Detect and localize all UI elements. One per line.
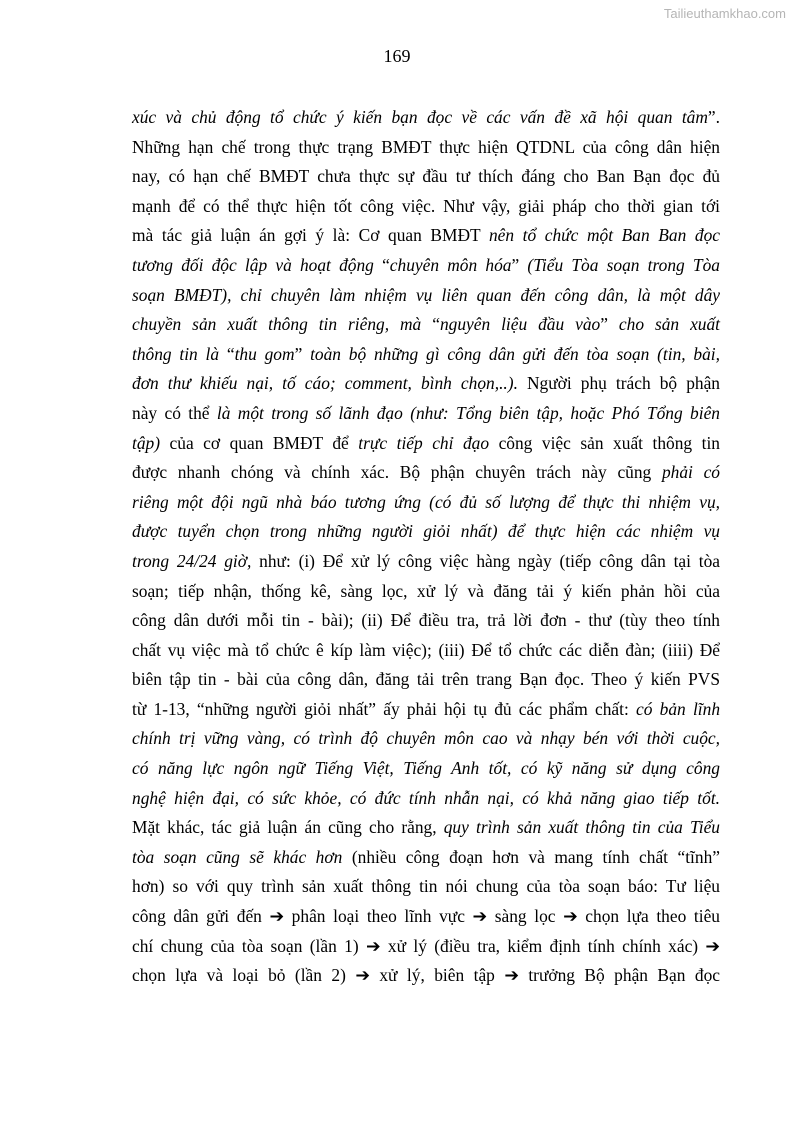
text-run: như: (i) Để xử lý công việc hàng ngày (tiếp công dân tại tòa bbox=[259, 550, 720, 571]
italic-text-run: soạn BMĐT), chỉ chuyên làm nhiệm vụ liên quan đến công dân, là một dây bbox=[132, 284, 720, 305]
text-run: (nhiều công đoạn hơn và mang tính chất “tĩnh” bbox=[351, 846, 720, 867]
text-line bbox=[132, 103, 720, 133]
text-run: công việc sản xuất thông tin bbox=[498, 432, 720, 453]
text-run: được nhanh chóng và chính xác. Bộ phận chuyên trách này cũng bbox=[132, 462, 662, 483]
text-run: Những hạn chế trong thực trạng BMĐT thực hiện QTDNL của công dân hiện bbox=[132, 136, 720, 157]
text-run: nay, có hạn chế BMĐT chưa thực sự đầu tư thích đáng cho Ban Bạn đọc đủ bbox=[132, 166, 720, 187]
text-line bbox=[132, 606, 720, 636]
text-line bbox=[132, 221, 720, 251]
text-run: ” bbox=[294, 343, 311, 364]
italic-text-run: trực tiếp chỉ đạo bbox=[358, 432, 499, 453]
italic-text-run: đơn thư khiếu nại, tố cáo; comment, bình chọn,..). bbox=[132, 373, 527, 394]
text-run: Mặt khác, tác giả luận án cũng cho rằng, bbox=[132, 817, 444, 838]
italic-text-run: thu gom bbox=[234, 343, 295, 364]
italic-text-run: quy trình sản xuất thông tin của Tiểu bbox=[443, 817, 720, 838]
text-line bbox=[132, 162, 720, 192]
text-line bbox=[132, 310, 720, 340]
italic-text-run: cho sản xuất bbox=[618, 314, 721, 335]
text-line bbox=[132, 133, 720, 163]
text-line bbox=[132, 724, 720, 754]
italic-text-run: tương đối độc lập và hoạt động bbox=[132, 254, 383, 275]
italic-text-run: xúc và chủ động tổ chức ý kiến bạn đọc về các vấn đề xã hội quan tâm bbox=[132, 107, 708, 127]
italic-text-run: nghệ hiện đại, có sức khỏe, có đức tính nhẫn nại, có khả năng giao tiếp tốt. bbox=[132, 787, 720, 808]
text-run: này có thể bbox=[132, 402, 217, 423]
text-run: mà tác giả luận án gợi ý là: Cơ quan BMĐT bbox=[132, 225, 489, 246]
text-run: chọn lựa và loại bỏ (lần 2) ➔ xử lý, biên tập ➔ trưởng Bộ phận Bạn đọc bbox=[132, 965, 720, 986]
text-line bbox=[132, 517, 720, 547]
italic-text-run: nguyên liệu đầu vào bbox=[439, 314, 601, 335]
italic-text-run: thông tin là bbox=[132, 343, 227, 364]
italic-text-run: chuyên môn hóa bbox=[389, 254, 512, 275]
italic-text-run: tòa soạn cũng sẽ khác hơn bbox=[132, 846, 352, 867]
italic-text-run: là một trong số lãnh đạo (như: Tổng biên tập, hoặc Phó Tổng biên bbox=[216, 402, 720, 423]
text-run: công dân dưới mỗi tin - bài); (ii) Để điều tra, trả lời đơn - thư (tùy theo tính bbox=[132, 610, 720, 631]
italic-text-run: có bản lĩnh bbox=[636, 698, 721, 719]
watermark: Tailieuthamkhao.com bbox=[663, 6, 786, 21]
text-run: soạn; tiếp nhận, thống kê, sàng lọc, xử lý và đăng tải ý kiến phản hồi của bbox=[132, 580, 720, 601]
text-run: ” bbox=[511, 254, 528, 275]
italic-text-run: toàn bộ những gì công dân gửi đến tòa soạn (tin, bài, bbox=[310, 343, 720, 364]
text-line bbox=[132, 843, 720, 873]
italic-text-run: trong 24/24 giờ, bbox=[132, 550, 260, 571]
text-run: chất vụ việc mà tổ chức ê kíp làm việc); (iii) Để tổ chức các diễn đàn; (iiii) Để bbox=[132, 639, 720, 660]
text-line bbox=[132, 784, 720, 814]
text-run: ” bbox=[600, 314, 619, 335]
text-run: biên tập tin - bài của công dân, đăng tải trên trang Bạn đọc. Theo ý kiến PVS bbox=[132, 669, 720, 690]
italic-text-run: chuyền sản xuất thông tin riêng, mà bbox=[132, 314, 433, 335]
text-line bbox=[132, 369, 720, 399]
text-run: công dân gửi đến ➔ phân loại theo lĩnh vực ➔ sàng lọc ➔ chọn lựa theo tiêu bbox=[132, 906, 720, 927]
text-run: “ bbox=[226, 343, 235, 364]
page-number: 169 bbox=[383, 46, 411, 66]
text-run: từ 1-13, “những người giỏi nhất” ấy phải hội tụ đủ các phẩm chất: bbox=[132, 698, 637, 719]
text-line bbox=[132, 961, 720, 991]
text-run: Người phụ trách bộ phận bbox=[526, 373, 720, 394]
text-line bbox=[132, 902, 720, 932]
text-line bbox=[132, 547, 720, 577]
italic-text-run: riêng một đội ngũ nhà báo tương ứng (có đủ số lượng để thực thi nhiệm vụ, bbox=[132, 491, 720, 512]
text-run: mạnh để có thể thực hiện tốt công việc. Như vậy, giải pháp cho thời gian tới bbox=[132, 195, 720, 216]
text-line bbox=[132, 340, 720, 370]
italic-text-run: (Tiểu Tòa soạn trong Tòa bbox=[527, 254, 720, 275]
text-line bbox=[132, 754, 720, 784]
text-line bbox=[132, 281, 720, 311]
text-run: của cơ quan BMĐT để bbox=[169, 432, 359, 453]
italic-text-run: phải có bbox=[661, 462, 721, 483]
text-run: “ bbox=[432, 314, 440, 335]
body-text bbox=[132, 103, 720, 991]
text-line bbox=[132, 192, 720, 222]
text-line bbox=[132, 458, 720, 488]
text-line bbox=[132, 932, 720, 962]
text-line bbox=[132, 813, 720, 843]
italic-text-run: nên tổ chức một Ban Ban đọc bbox=[488, 225, 720, 246]
italic-text-run: được tuyển chọn trong những người giỏi nhất) để thực hiện các nhiệm vụ bbox=[132, 521, 720, 542]
text-line bbox=[132, 872, 720, 902]
text-line bbox=[132, 251, 720, 281]
text-line bbox=[132, 399, 720, 429]
italic-text-run: tập) bbox=[132, 432, 170, 453]
text-line bbox=[132, 665, 720, 695]
text-run: chí chung của tòa soạn (lần 1) ➔ xử lý (điều tra, kiểm định tính chính xác) ➔ bbox=[132, 935, 720, 956]
text-run: hơn) so với quy trình sản xuất thông tin nói chung của tòa soạn báo: Tư liệu bbox=[132, 876, 720, 897]
text-run: ”. bbox=[707, 107, 720, 127]
text-run: “ bbox=[382, 254, 390, 275]
text-line bbox=[132, 429, 720, 459]
text-line bbox=[132, 636, 720, 666]
text-line bbox=[132, 577, 720, 607]
text-line bbox=[132, 695, 720, 725]
italic-text-run: chính trị vững vàng, có trình độ chuyên môn cao và nhạy bén với thời cuộc, bbox=[132, 728, 720, 749]
text-line bbox=[132, 488, 720, 518]
italic-text-run: có năng lực ngôn ngữ Tiếng Việt, Tiếng Anh tốt, có kỹ năng sử dụng công bbox=[132, 758, 720, 779]
